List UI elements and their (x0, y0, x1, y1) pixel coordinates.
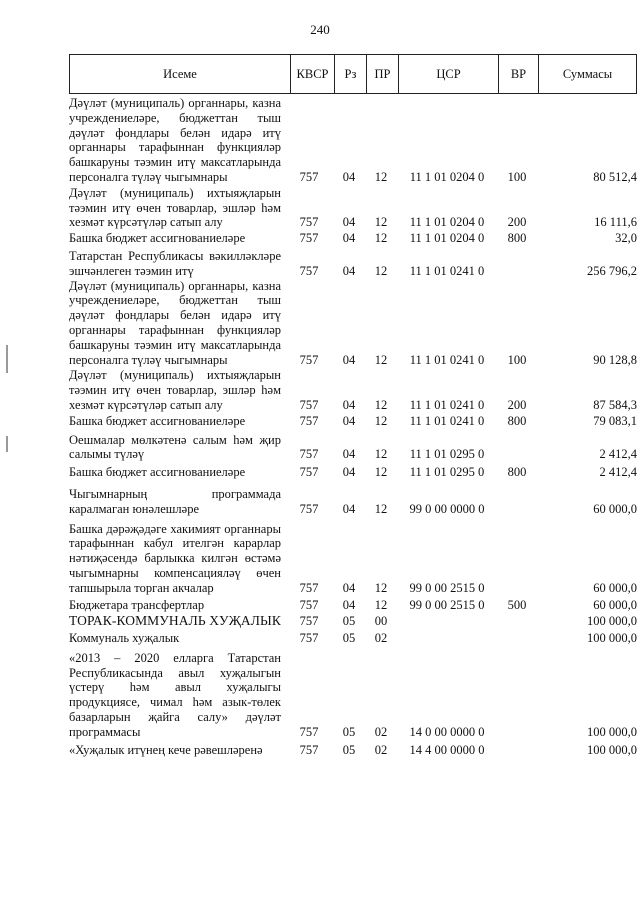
row-csr: 14 4 00 0000 0 (409, 742, 485, 757)
row-sum: 100 000,0 (587, 724, 637, 739)
row-name: Татарстан Республикасы вәкилләкләре эшчәнлеген тәэмин итү (69, 248, 281, 278)
row-name: Чыгымнарның программада каралмаган юнәлешләре (69, 486, 281, 516)
row-kvsr: 757 (299, 447, 319, 462)
row-rz: 04 (342, 263, 356, 278)
row-csr: 11 1 01 0241 0 (409, 263, 485, 278)
row-sum: 90 128,8 (593, 352, 637, 367)
row-csr: 99 0 00 2515 0 (409, 597, 485, 612)
row-pr: 12 (374, 263, 388, 278)
row-name: Дәүләт (муниципаль) органнары, казна учреждениеләре, бюджеттан тыш дәүләт фондлары белән идарә итү органнары тарафыннан функцияләр башкаруны тәэмин итү максатларында персоналга түләү чыгымнары (69, 278, 281, 367)
row-pr: 12 (374, 580, 388, 595)
row-pr: 12 (374, 215, 388, 230)
row-kvsr: 757 (299, 397, 319, 412)
table-row (69, 96, 637, 185)
row-rz: 04 (342, 215, 356, 230)
header-sum: Суммасы (538, 55, 636, 93)
row-sum: 60 000,0 (593, 501, 637, 516)
row-pr: 02 (374, 631, 388, 646)
row-rz: 04 (342, 413, 356, 428)
row-name: Дәүләт (муниципаль) ихтыяҗларын тәэмин итү өчен товарлар, эшләр һәм хезмәт күрсәтүләр сатып алу (69, 368, 281, 412)
row-kvsr: 757 (299, 413, 319, 428)
row-kvsr: 757 (299, 742, 319, 757)
row-name: Башка бюджет ассигнованиеләре (69, 465, 246, 480)
row-csr: 99 0 00 0000 0 (409, 501, 485, 516)
row-pr: 02 (374, 742, 388, 757)
table-row (69, 487, 637, 517)
row-pr: 12 (374, 413, 388, 428)
table-row (69, 743, 637, 758)
row-rz: 04 (342, 447, 356, 462)
row-pr: 00 (374, 614, 388, 629)
table-row (69, 465, 637, 480)
header-rz: Рз (334, 55, 366, 93)
row-kvsr: 757 (299, 501, 319, 516)
row-sum: 16 111,6 (594, 215, 637, 230)
row-sum: 60 000,0 (593, 597, 637, 612)
page-number: 240 (310, 22, 330, 37)
row-kvsr: 757 (299, 352, 319, 367)
row-sum: 79 083,1 (593, 413, 637, 428)
table-body (69, 96, 637, 757)
row-sum: 2 412,4 (599, 465, 637, 480)
table-row (69, 279, 637, 368)
row-rz: 04 (342, 231, 356, 246)
row-vr: 500 (507, 597, 527, 612)
row-rz: 05 (342, 742, 356, 757)
header-name: Исеме (163, 67, 197, 81)
table-row (69, 231, 637, 246)
row-sum: 100 000,0 (587, 631, 637, 646)
row-name: Башка дәрәҗәдәге хакимият органнары тарафыннан кабул ителгән карарлар нәтиҗәсендә барлыкка килгән өстәмә чыгымнарны компенсацияләү өчен тапшырыла торган акчалар (69, 521, 281, 595)
row-rz: 04 (342, 352, 356, 367)
row-sum: 32,0 (615, 231, 637, 246)
row-name: Коммуналь хуҗалык (69, 631, 180, 646)
row-rz: 05 (342, 631, 356, 646)
row-kvsr: 757 (299, 231, 319, 246)
row-csr: 11 1 01 0241 0 (409, 413, 485, 428)
scan-mark (6, 345, 8, 373)
row-sum: 2 412,4 (599, 447, 637, 462)
table-row (69, 631, 637, 646)
row-pr: 12 (374, 465, 388, 480)
table-row (69, 598, 637, 613)
row-pr: 12 (374, 397, 388, 412)
row-rz: 05 (342, 724, 356, 739)
table-row (69, 414, 637, 429)
row-kvsr: 757 (299, 580, 319, 595)
row-name: Башка бюджет ассигнованиеләре (69, 413, 246, 428)
row-name: Бюджетара трансфертлар (69, 597, 205, 612)
row-pr: 12 (374, 447, 388, 462)
row-name: «2013 – 2020 елларга Татарстан Республикасында авыл хуҗалыгын үстерү һәм авыл хуҗалыгы продукциясе, чимал һәм азык-төлек базарларын җайга салу» дәүләт программасы (69, 650, 281, 739)
row-kvsr: 757 (299, 263, 319, 278)
row-csr: 11 1 01 0295 0 (409, 465, 485, 480)
header-csr: ЦСР (398, 55, 498, 93)
row-vr: 800 (507, 231, 527, 246)
table-row (69, 249, 637, 279)
row-name: Дәүләт (муниципаль) ихтыяҗларын тәэмин итү өчен товарлар, эшләр һәм хезмәт күрсәтүләр сатып алу (69, 185, 281, 230)
row-pr: 12 (374, 352, 388, 367)
row-sum: 256 796,2 (587, 263, 637, 278)
row-kvsr: 757 (299, 631, 319, 646)
row-vr: 100 (507, 169, 527, 184)
table-row (69, 433, 637, 463)
row-csr: 11 1 01 0204 0 (409, 231, 485, 246)
row-sum: 60 000,0 (593, 580, 637, 595)
row-rz: 04 (342, 169, 356, 184)
header-pr: ПР (366, 55, 398, 93)
row-name: Дәүләт (муниципаль) органнары, казна учреждениеләре, бюджеттан тыш дәүләт фондлары белән идарә итү органнары тарафыннан функцияләр башкаруны тәэмин итү максатларында персоналга түләү чыгымнары (69, 96, 281, 184)
row-vr: 800 (507, 413, 527, 428)
row-vr: 200 (507, 215, 527, 230)
row-rz: 04 (342, 597, 356, 612)
row-rz: 04 (342, 580, 356, 595)
row-csr: 11 1 01 0295 0 (409, 447, 485, 462)
row-csr: 11 1 01 0204 0 (409, 169, 485, 184)
row-rz: 04 (342, 501, 356, 516)
row-rz: 04 (342, 397, 356, 412)
header-kvsr: КВСР (290, 55, 334, 93)
row-kvsr: 757 (299, 724, 319, 739)
row-name: Оешмалар мөлкәтенә салым һәм җир салымы түләү (69, 432, 281, 462)
table-row (69, 368, 637, 412)
row-sum: 87 584,3 (593, 397, 637, 412)
row-kvsr: 757 (299, 614, 319, 629)
row-sum: 100 000,0 (587, 742, 637, 757)
table-row (69, 186, 637, 230)
row-name: Башка бюджет ассигнованиеләре (69, 231, 246, 246)
row-csr: 11 1 01 0241 0 (409, 352, 485, 367)
row-kvsr: 757 (299, 215, 319, 230)
row-sum: 100 000,0 (587, 614, 637, 629)
row-vr: 800 (507, 465, 527, 480)
table-row (69, 522, 637, 596)
scan-mark (6, 436, 8, 452)
row-kvsr: 757 (299, 465, 319, 480)
row-vr: 200 (507, 397, 527, 412)
row-csr: 11 1 01 0204 0 (409, 215, 485, 230)
row-kvsr: 757 (299, 597, 319, 612)
row-name: ТОРАК-КОММУНАЛЬ ХУҖАЛЫК (69, 613, 281, 629)
table-row (69, 651, 637, 740)
row-pr: 12 (374, 597, 388, 612)
row-pr: 12 (374, 169, 388, 184)
row-sum: 80 512,4 (593, 169, 637, 184)
row-csr: 99 0 00 2515 0 (409, 580, 485, 595)
row-csr: 14 0 00 0000 0 (409, 724, 485, 739)
row-rz: 04 (342, 465, 356, 480)
row-rz: 05 (342, 614, 356, 629)
row-csr: 11 1 01 0241 0 (409, 397, 485, 412)
row-pr: 02 (374, 724, 388, 739)
row-name: «Хуҗалык итүнең кече рәвешләренә (69, 742, 263, 757)
row-kvsr: 757 (299, 169, 319, 184)
table-header (69, 54, 637, 94)
header-vr: ВР (498, 55, 538, 93)
table-row (69, 614, 637, 629)
row-pr: 12 (374, 501, 388, 516)
row-vr: 100 (507, 352, 527, 367)
row-pr: 12 (374, 231, 388, 246)
